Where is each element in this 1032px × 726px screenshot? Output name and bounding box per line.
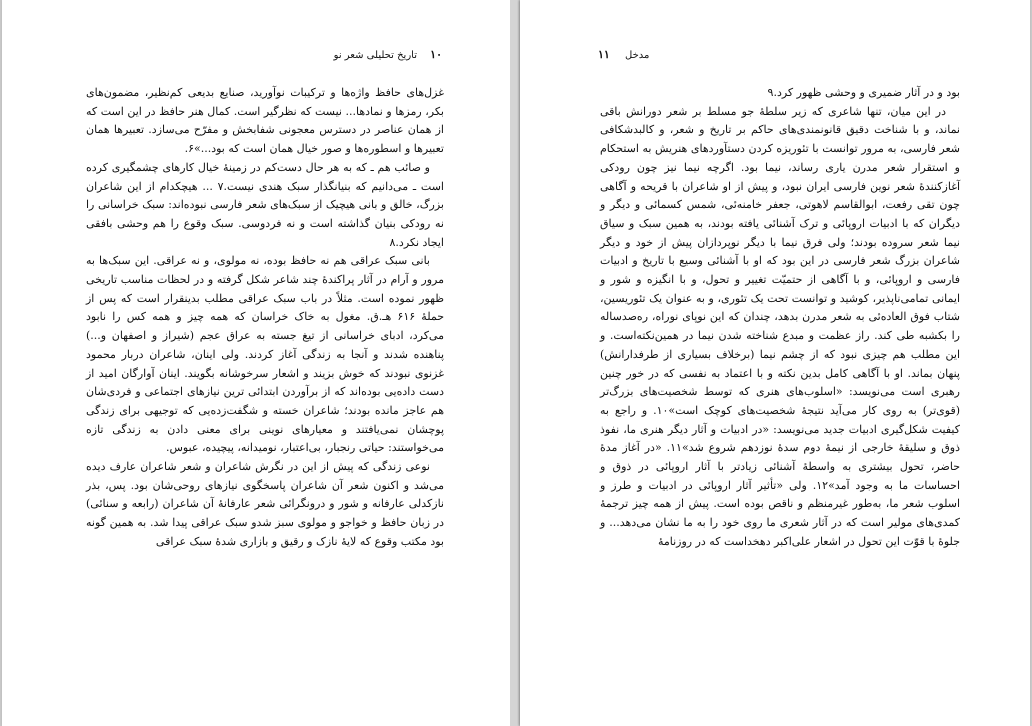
page-number: ۱۱ xyxy=(598,48,610,61)
right-page-body xyxy=(600,84,960,552)
paragraph: غزل‌های حافظ واژه‌ها و ترکیبات نوآورید، صنایع بدیعی کم‌نظیر، مضمون‌های بکر، رمزها و نمادها... نیست که نظرگیر است. کمال هنر حافظ در این است که از همان عناصر در دسترس معجونی شفابخش و مفرّح می‌سازد. تعبیرها همان تعبیرها و اسطوره‌ها و صور خیال همان است که بود...»۶. xyxy=(86,86,444,156)
right-page xyxy=(520,0,1030,726)
page-number: ۱۰ xyxy=(430,48,442,61)
paragraph: بانی سبک عراقی هم نه حافظ بوده، نه مولوی، و نه عراقی. این سبک‌ها به مرور و آرام در آثار پراکندهٔ چند شاعر شکل گرفته و در لحظات مناسب تاریخی ظهور نموده است. مثلاً در باب سبک عراقی مطلب بدینقرار است که پس از حملهٔ ۶۱۶ هـ.ق. مغول به خاک خراسان که همه چیز و همه کس را نابود می‌کرد، ادبای خراسانی از تیغ جسته به عراق عجم (شیراز و اصفهان و...) پناهنده شدند و آنجا به زندگی آغاز کردند. ولی اینان، شاعران دربار محمود غزنوی نبودند که خوش بزیند و اشعار سرخوشانه بگویند. اینان آوارگان امید از دست داده‌یی بوده‌اند که از برآوردن ابتدائی ترین نیازهای اجتماعی و فردی‌شان هم عاجز مانده بودند؛ شاعران خسته و شگفت‌زده‌یی که توجیهی برای زندگی پوچشان نمی‌یافتند و معیارهای نوینی برای معنی دادن به زندگی تازه می‌خواستند: حیاتی رنجبار، بی‌اعتبار، نومیدانه، پیچیده، عبوس. xyxy=(86,254,444,455)
running-title: مدخل xyxy=(625,50,650,61)
paragraph: بود و در آثار ضمیری و وحشی ظهور کرد.۹ xyxy=(767,86,960,99)
left-page xyxy=(2,0,510,726)
paragraph: نوعی زندگی که پیش از این در نگرش شاعران و شعر شاعران عارف دیده می‌شد و اکنون شعر آن شاعران پاسخگوی نیازهای روحی‌شان بود. پس، بذر نازکدلی عارفانه و شور و درونگرائی شعر عارفانهٔ آن شاعران (رابعه و سنائی) در زبان حافظ و خواجو و مولوی سبز شدو سبک عراقی پیدا شد. به همین گونه بود مکتب وقوع که لایهٔ نازک و رقیق و بازاری شدهٔ سبک عراقی xyxy=(86,460,444,548)
paragraph: و صائب هم ـ که به هر حال دست‌کم در زمینهٔ خیال کارهای چشمگیری کرده است ـ می‌دانیم که بنیانگذار سبک هندی نیست.۷ ... هیچکدام از این شاعران بزرگ، خالق و بانی هیچیک از سبک‌های شعر فارسی نبوده‌اند: سبک خراسانی را نه رودکی بنیان گذاشته است و نه فردوسی. سبک وقوع را هم وحشی بافقی ایجاد نکرد.۸ xyxy=(86,160,444,249)
page-gutter xyxy=(510,0,520,726)
left-page-body xyxy=(86,84,444,552)
right-page-header xyxy=(598,48,718,61)
left-page-header xyxy=(82,48,442,61)
running-title: تاریخ تحلیلی شعر نو xyxy=(333,50,417,61)
paragraph: در این میان، تنها شاعری که زیر سلطهٔ جو مسلط بر شعر دورانش باقی نماند، و با شناخت دقیق قانونمندی‌های حاکم بر تاریخ و شعر، و کالبدشکافی شعر فارسی، به مرور توانست با تئوریزه کردن دستآوردهای هنریش به استحکام و استقرار شعر مدرن یاری رساند، نیما بود. اگرچه نیما نیز چون رودکی آغازکنندهٔ شعر نوین فارسی ایران نبود، و پیش از او شاعران با قریحه و آگاهی چون تقی رفعت، ابوالقاسم لاهوتی، جعفر خامنه‌ئی، شمس کسمائی و دیگر و دیگران که با ادبیات اروپائی و ترک آشنائی یافته بودند، به همین سبک و سیاق نیما شعر سروده بودند؛ ولی فرق نیما با دیگر نوپردازان پیش از خود و دیگر شاعران بزرگ شعر فارسی در این بود که او با آشنائی وسیع با تاریخ و ادبیات فارسی و اروپائی، و با آگاهی از حتمیّت تغییر و تحول، و با انگیزه و شور و ایمانی تمامی‌ناپذیر، کوشید و توانست تحت یک تئوری، و به عنوان یک تئوریسین، شتاب فوق العاده‌ئی به شعر مدرن بدهد، چندان که این نوپای نوراه، ره‌صدساله را بکشبه طی کند. راز عظمت و مبدع شناخته شدن نیما در همین‌نکته‌است. و این مطلب هم چیزی نبود که از چشم نیما (برخلاف بسیاری از طرفدارانش) پنهان بماند. او با آگاهی کامل بدین نکته و با اعتماد به نفسی که در خور چنین رهبری است می‌نویسد: «اسلوب‌های هنری که توسط شخصیت‌های بزرگ‌تر (قوی‌تر) به روی کار می‌آید نتیجهٔ شخصیت‌های کوچک است»۱۰. و راجع به کیفیت شکل‌گیری ادبیات جدید می‌نویسد: «در ادبیات و آثار دیگر هنری ما، نفوذ ذوق و سلیقهٔ خارجی از نیمهٔ دوم سدهٔ نوزدهم شروع شد»۱۱. «در آغاز مدهٔ حاضر، تحول بیشتری به واسطهٔ آشنائی زیادتر با آثار اروپائی در ذوق و احساسات ما به وجود آمد»۱۲. ولی «تأثیر آثار اروپائی در ادبیات و طرز و اسلوب شعر ما، به‌طور غیرمنظم و ناقص بوده است. پیش از همه چیز ترجمهٔ کمدی‌های مولیر است که در آثار شعری ما روی خود را به ما نشان می‌دهد... و جلوهٔ با قوّت این تحول در اشعار علی‌اکبر دهخداست که در روزنامهٔ xyxy=(600,104,961,548)
